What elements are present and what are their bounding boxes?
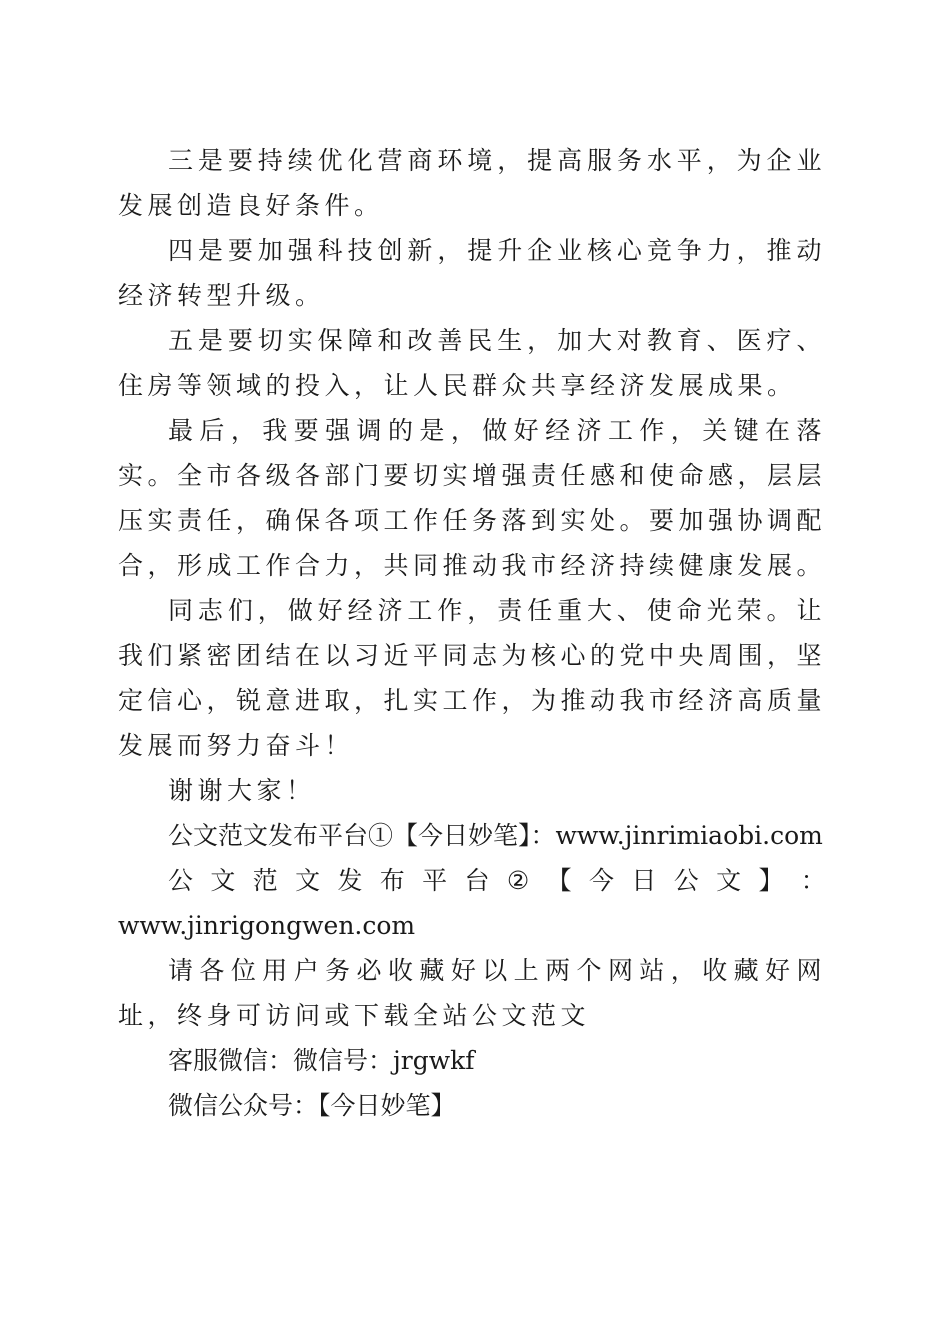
- platform-two-char: 公: [673, 866, 699, 895]
- document-page: [118, 138, 826, 1128]
- platform-two-char: 公: [168, 866, 194, 895]
- platform-two-char: 文: [210, 866, 236, 895]
- paragraph-three: 三是要持续优化营商环境，提高服务水平，为企业发展创造良好条件。: [118, 146, 826, 220]
- platform-two-label: [118, 858, 826, 903]
- paragraph-comrades: 同志们，做好经济工作，责任重大、使命光荣。让我们紧密团结在以习近平同志为核心的党中央周围，坚定信心，锐意进取，扎实工作，为推动我市经济高质量发展而努力奋斗！: [118, 596, 827, 760]
- customer-service-line: 客服微信：微信号：jrgwkf: [168, 1046, 475, 1075]
- platform-two-char: 台: [464, 866, 490, 895]
- wechat-account-line: 微信公众号：【今日妙笔】: [168, 1091, 456, 1120]
- platform-two-char: 布: [379, 866, 405, 895]
- platform-two-char: 】: [758, 866, 784, 895]
- platform-two-char: ：: [800, 866, 826, 895]
- platform-two-char: 文: [716, 866, 742, 895]
- paragraph-five: 五是要切实保障和改善民生，加大对教育、医疗、住房等领域的投入，让人民群众共享经济发展成果。: [118, 326, 826, 400]
- paragraph-finally: 最后，我要强调的是，做好经济工作，关键在落实。全市各级各部门要切实增强责任感和使命感，层层压实责任，确保各项工作任务落到实处。要加强协调配合，形成工作合力，共同推动我市经济持续健康发展。: [118, 416, 827, 580]
- platform-two-url: www.jinrigongwen.com: [118, 911, 416, 940]
- notice-paragraph: 请各位用户务必收藏好以上两个网站，收藏好网址，终身可访问或下载全站公文范文: [118, 956, 826, 1030]
- platform-two-char: 范: [252, 866, 278, 895]
- platform-two-char: 日: [631, 866, 657, 895]
- platform-two-char: 平: [422, 866, 448, 895]
- platform-two-char: 今: [589, 866, 615, 895]
- paragraph-thanks: 谢谢大家！: [168, 776, 316, 805]
- platform-two-char: 【: [546, 866, 572, 895]
- platform-two-char: 文: [295, 866, 321, 895]
- platform-two-char: ②: [506, 866, 530, 895]
- platform-two-char: 发: [337, 866, 363, 895]
- platform-one-line: 公文范文发布平台①【今日妙笔】：www.jinrimiaobi.com: [168, 821, 823, 850]
- paragraph-four: 四是要加强科技创新，提升企业核心竞争力，推动经济转型升级。: [118, 236, 826, 310]
